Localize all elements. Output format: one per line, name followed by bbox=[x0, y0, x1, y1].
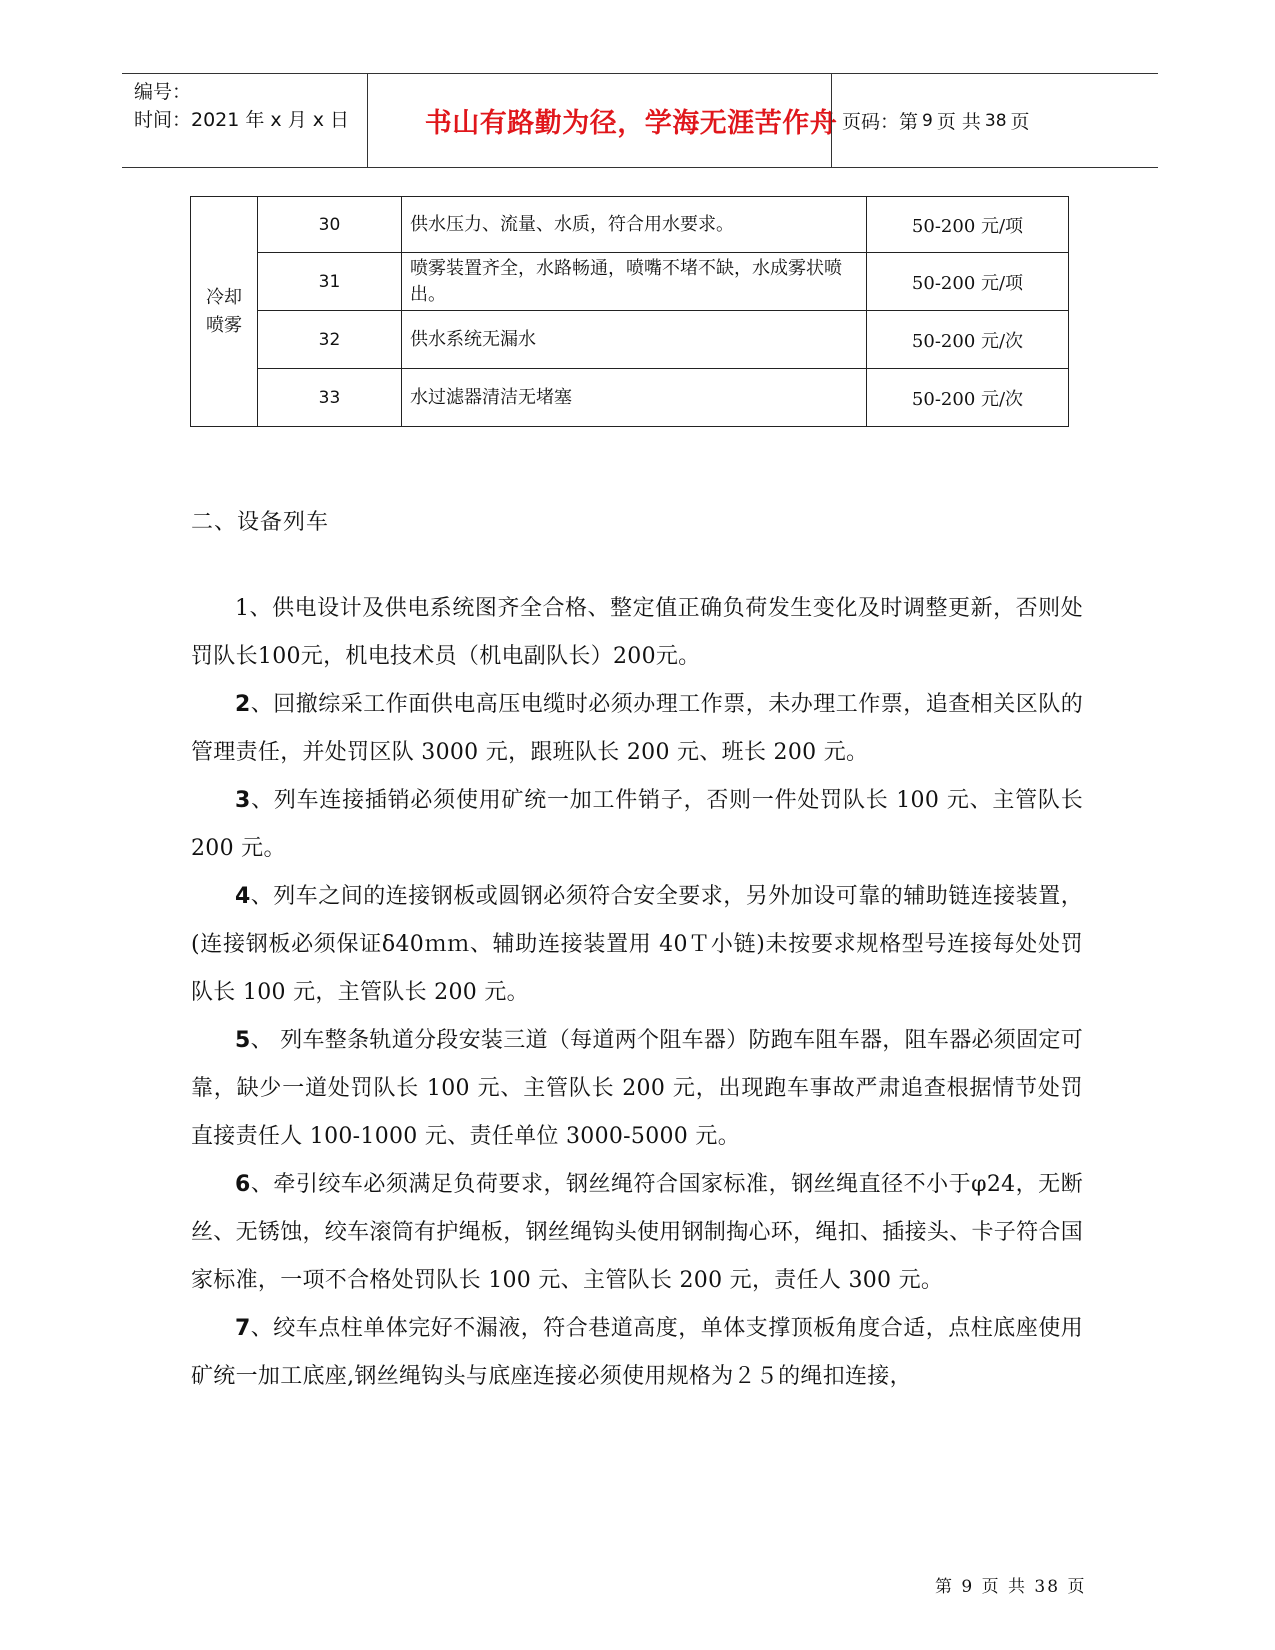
item-number: 32 bbox=[258, 311, 402, 369]
inspection-table bbox=[190, 196, 1069, 427]
paragraph-text: 、绞车点柱单体完好不漏液，符合巷道高度，单体支撑顶板角度合适，点柱底座使用矿统一加工底座,钢丝绳钩头与底座连接必须使用规格为２５的绳扣连接， bbox=[191, 1316, 1083, 1389]
paragraph bbox=[191, 585, 1083, 681]
paragraph-number: 6 bbox=[235, 1172, 251, 1197]
item-description: 水过滤器清洁无堵塞 bbox=[402, 369, 867, 427]
paragraph-number: 4 bbox=[235, 884, 251, 909]
item-description: 喷雾装置齐全，水路畅通，喷嘴不堵不缺，水成雾状喷出。 bbox=[402, 253, 867, 311]
paragraph bbox=[191, 681, 1083, 777]
header-divider bbox=[831, 74, 832, 167]
page-header bbox=[122, 73, 1158, 168]
category-cell bbox=[191, 197, 258, 427]
paragraph bbox=[191, 1305, 1083, 1401]
table-row bbox=[191, 369, 1069, 427]
paragraph-number: 2 bbox=[235, 692, 251, 717]
paragraph-text: 、列车连接插销必须使用矿统一加工件销子，否则一件处罚队长 100 元、主管队长 200 元。 bbox=[191, 788, 1083, 861]
item-penalty: 50-200 元/次 bbox=[867, 369, 1069, 427]
paragraph-text: 、回撤综采工作面供电高压电缆时必须办理工作票，未办理工作票，追查相关区队的管理责任，并处罚区队 3000 元，跟班队长 200 元、班长 200 元。 bbox=[191, 692, 1083, 765]
page-suffix: 页 bbox=[1010, 111, 1030, 133]
page-mid: 页 共 bbox=[936, 111, 981, 133]
item-number: 30 bbox=[258, 197, 402, 253]
paragraph-text: 、供电设计及供电系统图齐全合格、整定值正确负荷发生变化及时调整更新，否则处罚队长100元，机电技术员（机电副队长）200元。 bbox=[191, 596, 1083, 669]
serial-label: 编号： bbox=[134, 81, 192, 103]
header-motto: 书山有路勤为径，学海无涯苦作舟 bbox=[424, 108, 838, 139]
header-page-info bbox=[842, 74, 1112, 167]
paragraph-number: 1 bbox=[235, 596, 250, 621]
table-row bbox=[191, 197, 1069, 253]
header-meta bbox=[134, 78, 379, 134]
item-number: 33 bbox=[258, 369, 402, 427]
item-description: 供水系统无漏水 bbox=[402, 311, 867, 369]
header-divider bbox=[367, 74, 368, 167]
item-penalty: 50-200 元/项 bbox=[867, 197, 1069, 253]
section-title: 二、设备列车 bbox=[191, 510, 330, 535]
table-row bbox=[191, 311, 1069, 369]
paragraph-number: 3 bbox=[235, 788, 251, 813]
item-penalty: 50-200 元/次 bbox=[867, 311, 1069, 369]
paragraph-text: 、牵引绞车必须满足负荷要求，钢丝绳符合国家标准，钢丝绳直径不小于φ24，无断丝、无锈蚀，绞车滚筒有护绳板，钢丝绳钩头使用钢制掏心环，绳扣、插接头、卡子符合国家标准，一项不合格处罚队长 100 元、主管队长 200 元，责任人 300 元。 bbox=[191, 1172, 1084, 1293]
category-line: 冷却 bbox=[206, 286, 242, 308]
table-row bbox=[191, 253, 1069, 311]
body-text bbox=[191, 585, 1083, 1401]
item-penalty: 50-200 元/项 bbox=[867, 253, 1069, 311]
page-total: 38 bbox=[984, 110, 1007, 131]
category-line: 喷雾 bbox=[206, 314, 242, 336]
item-description: 供水压力、流量、水质，符合用水要求。 bbox=[402, 197, 867, 253]
paragraph-text: 、 列车整条轨道分段安装三道（每道两个阻车器）防跑车阻车器，阻车器必须固定可靠，缺少一道处罚队长 100 元、主管队长 200 元，出现跑车事故严肃追查根据情节处罚直接责任人 100-1000 元、责任单位 3000-5000 元。 bbox=[191, 1028, 1084, 1149]
paragraph-text: 、列车之间的连接钢板或圆钢必须符合安全要求，另外加设可靠的辅助链连接装置，(连接钢板必须保证δ40ｍｍ、辅助连接装置用 40Ｔ小链)未按要求规格型号连接每处处罚队长 100 元，主管队长 200 元。 bbox=[191, 884, 1083, 1005]
date-text: 时间：2021 年 x 月 x 日 bbox=[134, 109, 350, 131]
paragraph bbox=[191, 777, 1083, 873]
page-number: 9 bbox=[922, 110, 933, 131]
paragraph bbox=[191, 1017, 1083, 1161]
paragraph-number: 5 bbox=[235, 1028, 251, 1053]
paragraph-number: 7 bbox=[235, 1316, 251, 1341]
paragraph bbox=[191, 1161, 1083, 1305]
item-number: 31 bbox=[258, 253, 402, 311]
paragraph bbox=[191, 873, 1083, 1017]
page-prefix: 页码：第 bbox=[842, 111, 919, 133]
page-footer: 第 9 页 共 38 页 bbox=[935, 1577, 1087, 1597]
